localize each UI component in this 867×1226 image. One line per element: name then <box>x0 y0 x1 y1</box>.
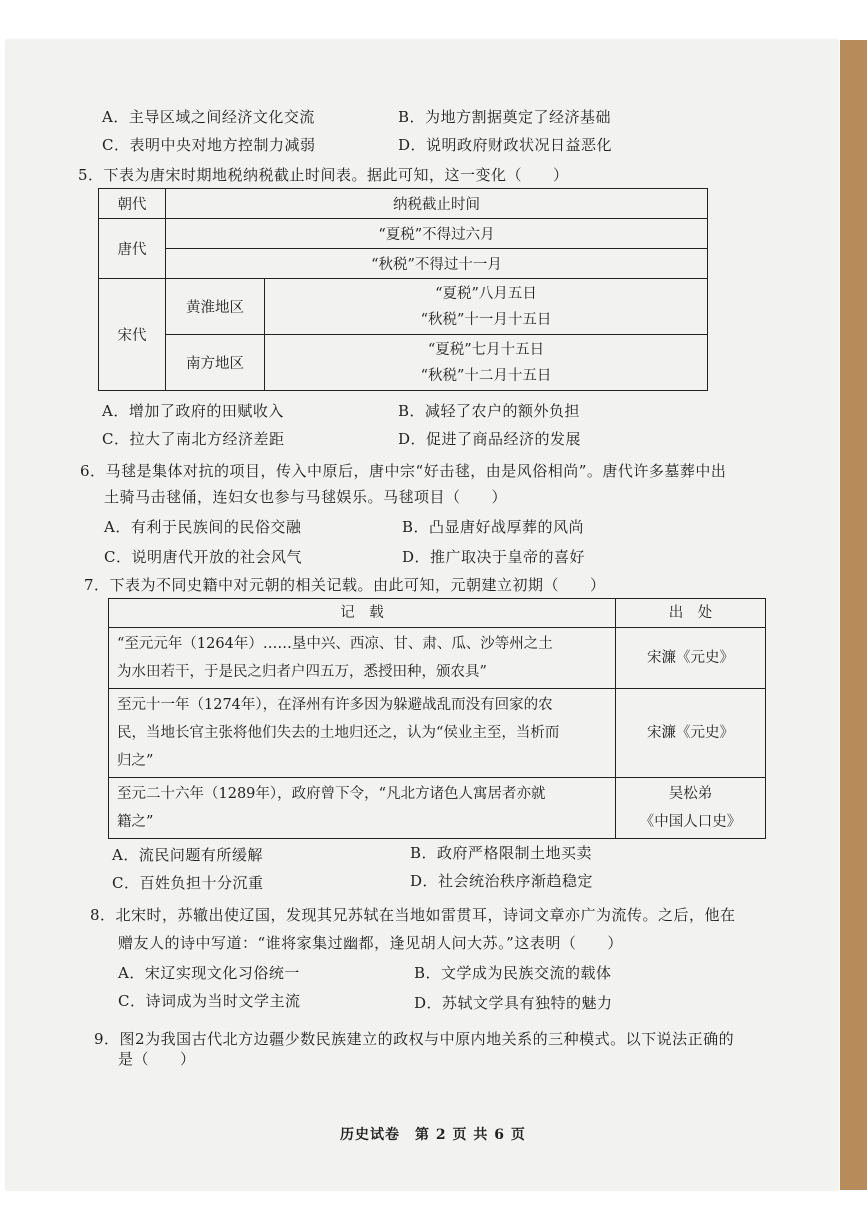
q7-record-2-line1: 至元十一年（1274年），在泽州有许多因为躲避战乱而没有回家的农 <box>117 697 553 713</box>
q9-stem-line1: 9．图2为我国古代北方边疆少数民族建立的政权与中原内地关系的三种模式。以下说法正确的 <box>94 1030 735 1048</box>
q7-record-1-line1: “至元元年（1264年）……垦中兴、西凉、甘、肃、瓜、沙等州之土 <box>117 636 553 652</box>
q7-record-1-line2: 为水田若干，于是民之归者户四五万，悉授田种，颁农具” <box>117 664 487 680</box>
q5-song-dynasty: 宋代 <box>99 279 166 391</box>
q5-huanghuai-summer: “夏税”八月五日 <box>435 285 537 302</box>
page-footer: 历史试卷 第 2 页 共 6 页 <box>340 1127 526 1143</box>
q7-header-record: 记 载 <box>109 599 616 628</box>
q4-option-d: D．说明政府财政状况日益恶化 <box>398 136 613 154</box>
q7-option-d: D．社会统治秩序渐趋稳定 <box>410 872 594 890</box>
q5-header-deadline: 纳税截止时间 <box>166 189 708 219</box>
q6-stem-line1: 6．马毬是集体对抗的项目，传入中原后，唐中宗“好击毬，由是风俗相尚”。唐代许多墓葬中出 <box>80 462 727 480</box>
q5-huanghuai-cell <box>265 279 708 335</box>
table-edge <box>840 40 867 1190</box>
q7-record-2-line2: 民，当地长官主张将他们失去的土地归还之，认为“侯业主至，当析而 <box>117 725 560 741</box>
q7-source-1: 宋濂《元史》 <box>616 628 766 689</box>
q7-header-source: 出 处 <box>616 599 766 628</box>
q7-source-3-book: 《中国人口史》 <box>639 814 742 830</box>
q5-option-a: A．增加了政府的田赋收入 <box>102 402 284 420</box>
q6-option-b: B．凸显唐好战厚葬的风尚 <box>402 518 585 536</box>
q8-option-d: D．苏轼文学具有独特的魅力 <box>414 994 613 1012</box>
q5-region-south: 南方地区 <box>166 335 265 391</box>
q4-option-a: A．主导区域之间经济文化交流 <box>102 108 315 126</box>
q7-source-3-author: 吴松弟 <box>668 786 713 802</box>
q7-record-3-line2: 籍之” <box>117 814 154 830</box>
q4-option-b: B．为地方割据奠定了经济基础 <box>398 108 612 126</box>
q7-record-2-line3: 归之” <box>117 753 154 769</box>
q7-option-c: C．百姓负担十分沉重 <box>112 874 264 892</box>
q5-tang-autumn: “秋税”不得过十一月 <box>166 249 708 279</box>
q7-stem: 7．下表为不同史籍中对元朝的相关记载。由此可知，元朝建立初期（ ） <box>84 576 606 594</box>
q8-option-c: C．诗词成为当时文学主流 <box>118 992 301 1010</box>
q6-option-d: D．推广取决于皇帝的喜好 <box>402 548 586 566</box>
q8-option-b: B．文学成为民族交流的载体 <box>414 964 612 982</box>
q5-south-autumn: “秋税”十二月十五日 <box>420 367 552 384</box>
q7-record-3 <box>109 778 616 839</box>
q5-south-summer: “夏税”七月十五日 <box>427 341 545 358</box>
q5-option-b: B．减轻了农户的额外负担 <box>398 402 581 420</box>
q7-table <box>108 598 766 839</box>
q7-record-3-line1: 至元二十六年（1289年），政府曾下令，“凡北方诸色人寓居者亦就 <box>117 786 546 802</box>
q5-header-dynasty: 朝代 <box>99 189 166 219</box>
q5-option-c: C．拉大了南北方经济差距 <box>102 430 285 448</box>
q5-option-d: D．促进了商品经济的发展 <box>398 430 582 448</box>
q5-tang-dynasty: 唐代 <box>99 219 166 279</box>
q7-source-2: 宋濂《元史》 <box>616 689 766 778</box>
q8-stem-line2: 赠友人的诗中写道：“谁将家集过幽都，逢见胡人问大苏。”这表明（ ） <box>118 934 623 952</box>
q7-option-a: A．流民问题有所缓解 <box>112 846 263 864</box>
q7-record-1 <box>109 628 616 689</box>
q6-stem-line2: 土骑马击毬俑，连妇女也参与马毬娱乐。马毬项目（ ） <box>104 488 508 506</box>
q9-stem-line2: 是（ ） <box>118 1050 196 1068</box>
q5-stem: 5．下表为唐宋时期地税纳税截止时间表。据此可知，这一变化（ ） <box>78 166 569 184</box>
q8-stem-line1: 8．北宋时，苏辙出使辽国，发现其兄苏轼在当地如雷贯耳，诗词文章亦广为流传。之后，他在 <box>90 906 736 924</box>
q8-option-a: A．宋辽实现文化习俗统一 <box>118 964 300 982</box>
q5-south-cell <box>265 335 708 391</box>
q7-record-2 <box>109 689 616 778</box>
q7-source-3 <box>616 778 766 839</box>
q7-option-b: B．政府严格限制土地买卖 <box>410 844 593 862</box>
q6-option-c: C．说明唐代开放的社会风气 <box>104 548 302 566</box>
q5-region-huanghuai: 黄淮地区 <box>166 279 265 335</box>
q4-option-c: C．表明中央对地方控制力减弱 <box>102 136 316 154</box>
q5-table <box>98 188 708 391</box>
q5-huanghuai-autumn: “秋税”十一月十五日 <box>420 311 552 328</box>
q5-tang-summer: “夏税”不得过六月 <box>166 219 708 249</box>
q6-option-a: A．有利于民族间的民俗交融 <box>104 518 302 536</box>
